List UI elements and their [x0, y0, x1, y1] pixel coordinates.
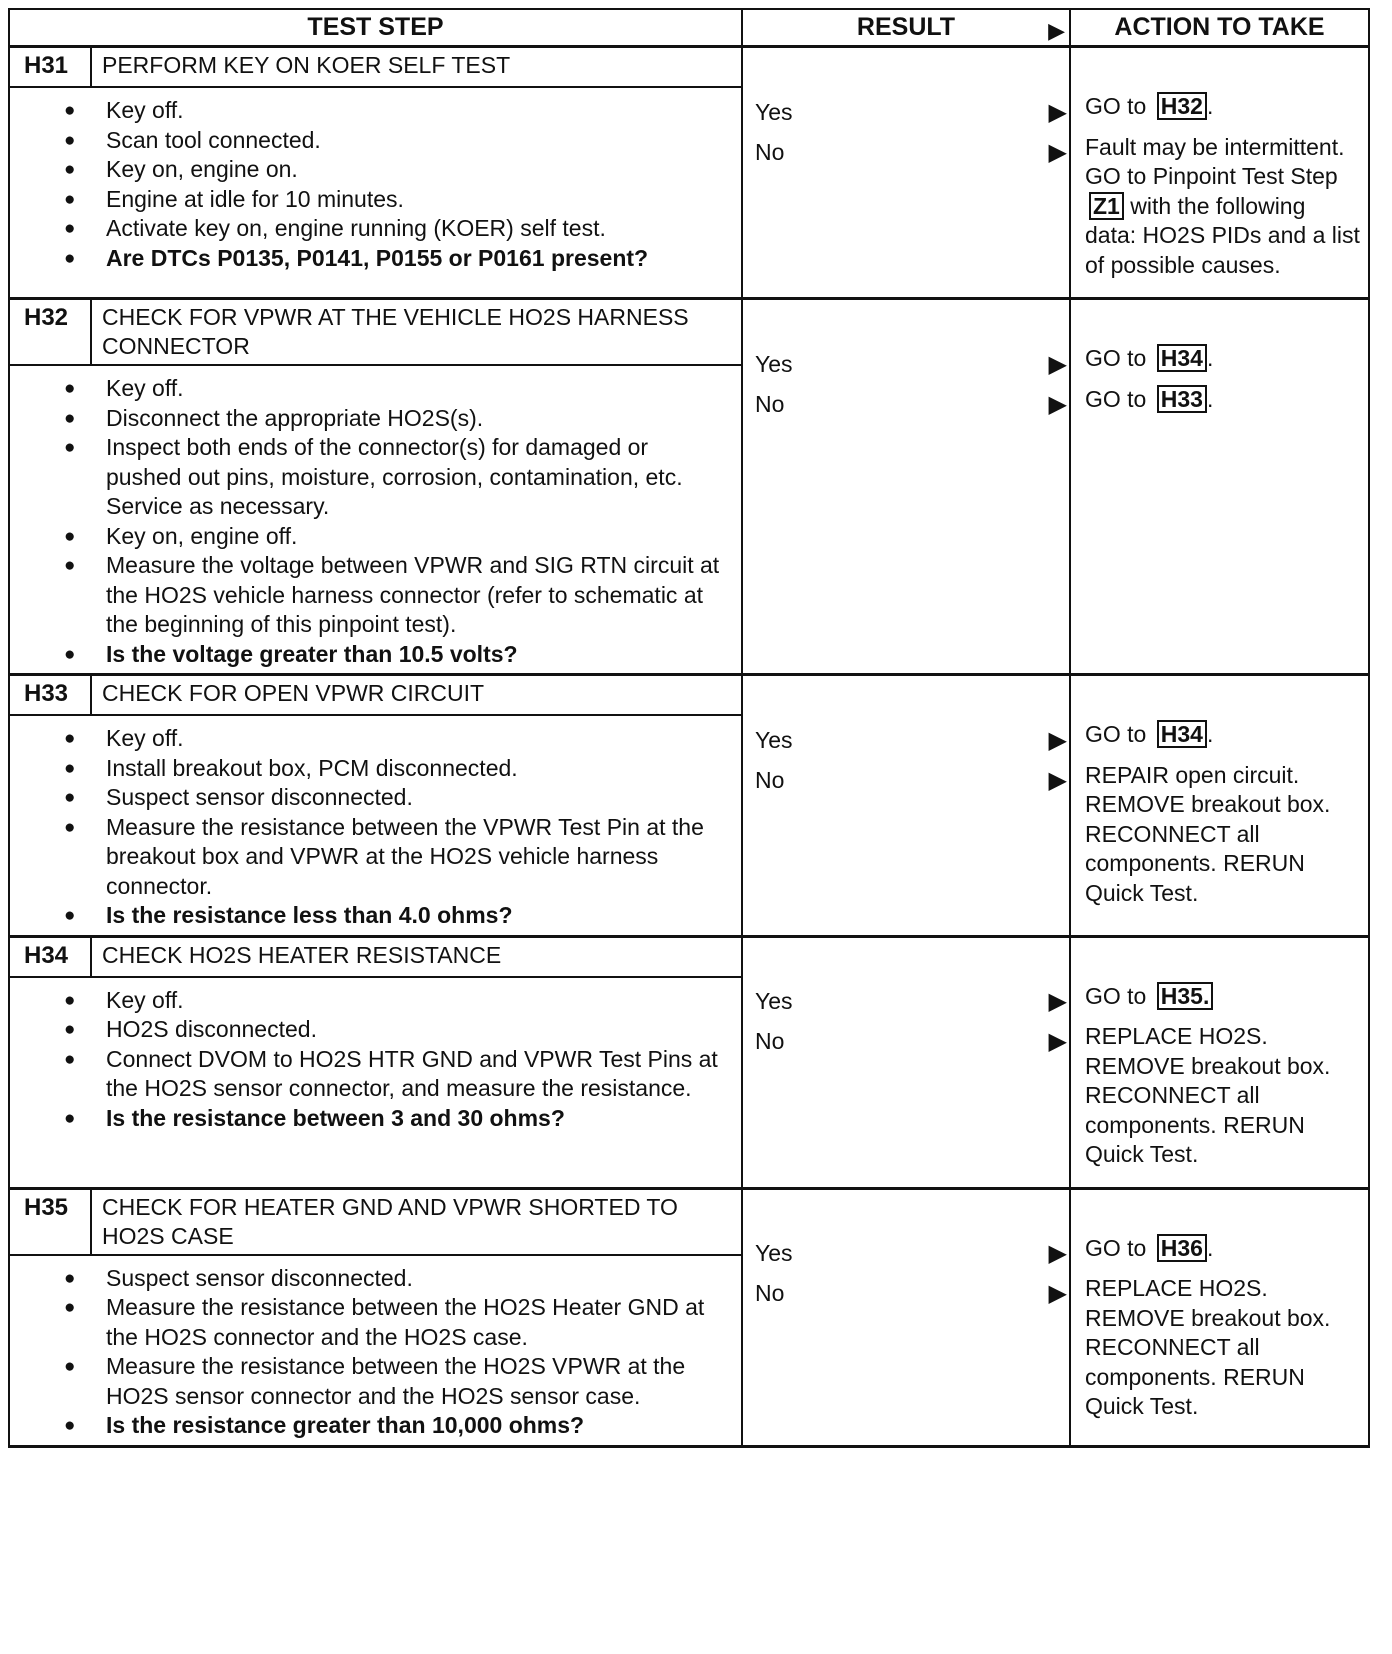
result-column: [743, 1190, 1071, 1445]
header-result: [743, 10, 1071, 45]
action-column: [1071, 676, 1368, 935]
result-no: [743, 1274, 1069, 1314]
action-yes: [1085, 720, 1360, 750]
step-question: ● Is the resistance between 3 and 30 ohms?: [106, 1104, 721, 1134]
action-list: [1071, 676, 1368, 925]
step-id: H34: [10, 938, 92, 976]
step-column: [10, 1190, 743, 1445]
step-bullet: ● Suspect sensor disconnected.: [106, 1264, 721, 1294]
arrow-right-icon: ▶: [1048, 1028, 1067, 1055]
action-text: GO to: [1085, 721, 1147, 747]
action-text-tail: .: [1206, 345, 1214, 371]
step-title-row: [10, 300, 741, 366]
arrow-right-icon: ▶: [1048, 1240, 1067, 1267]
action-text: GO to: [1085, 345, 1147, 371]
step-column: [10, 48, 743, 297]
action-text: GO to: [1085, 93, 1147, 119]
action-text-tail: with the following data: HO2S PIDs and a list of possible causes.: [1085, 192, 1360, 278]
step-id: H33: [10, 676, 92, 714]
step-bullet: ● Key off.: [106, 724, 721, 754]
step-bullet: ● Install breakout box, PCM disconnected.: [106, 754, 721, 784]
result-list: [743, 1190, 1069, 1314]
arrow-right-icon: ▶: [1048, 726, 1067, 754]
test-step-h32: [8, 300, 1370, 676]
action-text: GO to: [1085, 385, 1147, 412]
step-reference: Z1: [1089, 192, 1124, 220]
action-column: [1071, 938, 1368, 1187]
action-column: [1071, 1190, 1368, 1445]
step-bullet-list: [10, 366, 741, 673]
result-column: [743, 938, 1071, 1187]
action-no: [1085, 1022, 1360, 1170]
action-yes: [1085, 344, 1360, 374]
arrow-right-icon: ▶: [1048, 1280, 1067, 1307]
step-column: [10, 938, 743, 1187]
step-bullet: ● Inspect both ends of the connector(s) for damaged or pushed out pins, moisture, corrosion, contamination, etc. Service as necessary.: [106, 433, 721, 522]
result-list: [743, 48, 1069, 172]
action-yes: [1085, 92, 1360, 122]
test-steps: [8, 48, 1370, 1448]
test-step-h33: [8, 676, 1370, 938]
result-column: [743, 48, 1071, 297]
step-column: [10, 676, 743, 935]
step-bullet-list: [10, 1256, 741, 1445]
test-step-h34: [8, 938, 1370, 1190]
result-no: [743, 132, 1069, 172]
step-bullet: ● Measure the resistance between the HO2S VPWR at the HO2S sensor connector and the HO2S sensor case.: [106, 1352, 721, 1411]
step-id: H32: [10, 300, 92, 364]
result-list: [743, 938, 1069, 1062]
arrow-right-icon: ▶: [1048, 350, 1067, 378]
action-text: REPLACE HO2S. REMOVE breakout box. RECONNECT all components. RERUN Quick Test.: [1085, 1023, 1331, 1167]
step-bullet: ● Disconnect the appropriate HO2S(s).: [106, 404, 721, 434]
result-label: Yes: [755, 988, 793, 1014]
result-column: [743, 300, 1071, 673]
header-action: ACTION TO TAKE: [1114, 13, 1325, 41]
action-text: REPAIR open circuit. REMOVE breakout box. RECONNECT all components. RERUN Quick Test.: [1085, 761, 1331, 906]
step-question: ● Is the resistance less than 4.0 ohms?: [106, 901, 721, 931]
step-bullet-list: [10, 88, 741, 277]
step-title-row: [10, 938, 741, 978]
pinpoint-test-table: [8, 8, 1370, 1448]
result-label: No: [755, 138, 785, 165]
action-list: [1071, 48, 1368, 297]
result-list: [743, 676, 1069, 800]
result-no: [743, 384, 1069, 424]
step-bullet: ● Key off.: [106, 374, 721, 404]
step-bullet: ● Measure the voltage between VPWR and SIG RTN circuit at the HO2S vehicle harness connector (refer to schematic at the beginning of this pinpoint test).: [106, 551, 721, 640]
arrow-right-icon: ▶: [1048, 98, 1067, 126]
arrow-right-icon: ▶: [1048, 18, 1065, 43]
action-text-tail: .: [1206, 93, 1214, 119]
result-no: [743, 1022, 1069, 1062]
result-label: No: [755, 390, 785, 417]
step-bullet: ● Measure the resistance between the VPWR Test Pin at the breakout box and VPWR at the HO2S vehicle harness connector.: [106, 813, 721, 902]
result-label: No: [755, 1280, 785, 1306]
step-column: [10, 300, 743, 673]
action-no: [1085, 761, 1360, 909]
action-text: Fault may be intermittent. GO to Pinpoint Test Step: [1085, 133, 1345, 189]
action-no: [1085, 133, 1360, 281]
step-question: ● Is the voltage greater than 10.5 volts?: [106, 640, 721, 670]
action-no: [1085, 1274, 1360, 1422]
step-reference: H34: [1157, 344, 1207, 372]
header-test-step: TEST STEP: [10, 10, 743, 45]
step-bullet: ● Key off.: [106, 96, 721, 126]
step-id: H31: [10, 48, 92, 86]
step-bullet-list: [10, 978, 741, 1138]
table-header: [8, 8, 1370, 48]
action-text-tail: .: [1206, 1234, 1214, 1261]
test-step-h35: [8, 1190, 1370, 1448]
step-title: CHECK FOR HEATER GND AND VPWR SHORTED TO HO2S CASE: [102, 1193, 678, 1249]
step-bullet: ● Connect DVOM to HO2S HTR GND and VPWR Test Pins at the HO2S sensor connector, and measure the resistance.: [106, 1045, 721, 1104]
arrow-right-icon: ▶: [1048, 988, 1067, 1015]
action-list: [1071, 938, 1368, 1187]
action-text-tail: .: [1206, 721, 1214, 747]
step-title-row: [10, 48, 741, 88]
step-bullet: ● HO2S disconnected.: [106, 1015, 721, 1045]
step-bullet: ● Activate key on, engine running (KOER) self test.: [106, 214, 721, 244]
result-yes: [743, 982, 1069, 1022]
result-label: No: [755, 1028, 785, 1054]
step-question: ● Are DTCs P0135, P0141, P0155 or P0161 present?: [106, 244, 721, 274]
result-yes: [743, 92, 1069, 132]
arrow-right-icon: ▶: [1048, 766, 1067, 794]
step-bullet-list: [10, 716, 741, 935]
result-column: [743, 676, 1071, 935]
action-no: [1085, 385, 1360, 415]
action-list: [1071, 1190, 1368, 1439]
step-title: CHECK FOR OPEN VPWR CIRCUIT: [102, 680, 485, 706]
arrow-right-icon: ▶: [1048, 138, 1067, 166]
step-reference: H33: [1157, 385, 1207, 413]
result-label: Yes: [755, 1240, 793, 1266]
header-result-label: RESULT: [856, 13, 956, 41]
action-text: REPLACE HO2S. REMOVE breakout box. RECONNECT all components. RERUN Quick Test.: [1085, 1275, 1331, 1419]
step-reference: H35.: [1157, 982, 1214, 1010]
step-bullet: ● Scan tool connected.: [106, 126, 721, 156]
action-yes: [1085, 982, 1360, 1012]
result-yes: [743, 1234, 1069, 1274]
step-bullet: ● Key on, engine off.: [106, 522, 721, 552]
result-label: Yes: [755, 726, 793, 753]
step-bullet: ● Key on, engine on.: [106, 155, 721, 185]
step-reference: H36: [1157, 1234, 1207, 1262]
action-list: [1071, 300, 1368, 431]
action-text: GO to: [1085, 982, 1147, 1009]
step-reference: H32: [1157, 92, 1207, 120]
result-label: Yes: [755, 98, 793, 125]
step-bullet: ● Key off.: [106, 986, 721, 1016]
step-title: CHECK HO2S HEATER RESISTANCE: [102, 941, 502, 968]
action-yes: [1085, 1234, 1360, 1264]
action-column: [1071, 48, 1368, 297]
action-text: GO to: [1085, 1234, 1147, 1261]
step-question: ● Is the resistance greater than 10,000 ohms?: [106, 1411, 721, 1441]
step-reference: H34: [1157, 720, 1207, 748]
action-text-tail: .: [1206, 385, 1214, 412]
result-no: [743, 760, 1069, 800]
step-bullet: ● Measure the resistance between the HO2S Heater GND at the HO2S connector and the HO2S case.: [106, 1293, 721, 1352]
step-title: PERFORM KEY ON KOER SELF TEST: [102, 52, 511, 78]
arrow-right-icon: ▶: [1048, 390, 1067, 418]
step-id: H35: [10, 1190, 92, 1254]
result-label: No: [755, 766, 785, 793]
step-title-row: [10, 1190, 741, 1256]
result-list: [743, 300, 1069, 424]
step-bullet: ● Suspect sensor disconnected.: [106, 783, 721, 813]
result-yes: [743, 720, 1069, 760]
result-yes: [743, 344, 1069, 384]
step-bullet: ● Engine at idle for 10 minutes.: [106, 185, 721, 215]
action-column: [1071, 300, 1368, 673]
step-title-row: [10, 676, 741, 716]
result-label: Yes: [755, 350, 793, 377]
step-title: CHECK FOR VPWR AT THE VEHICLE HO2S HARNESS CONNECTOR: [102, 304, 689, 359]
test-step-h31: [8, 48, 1370, 300]
